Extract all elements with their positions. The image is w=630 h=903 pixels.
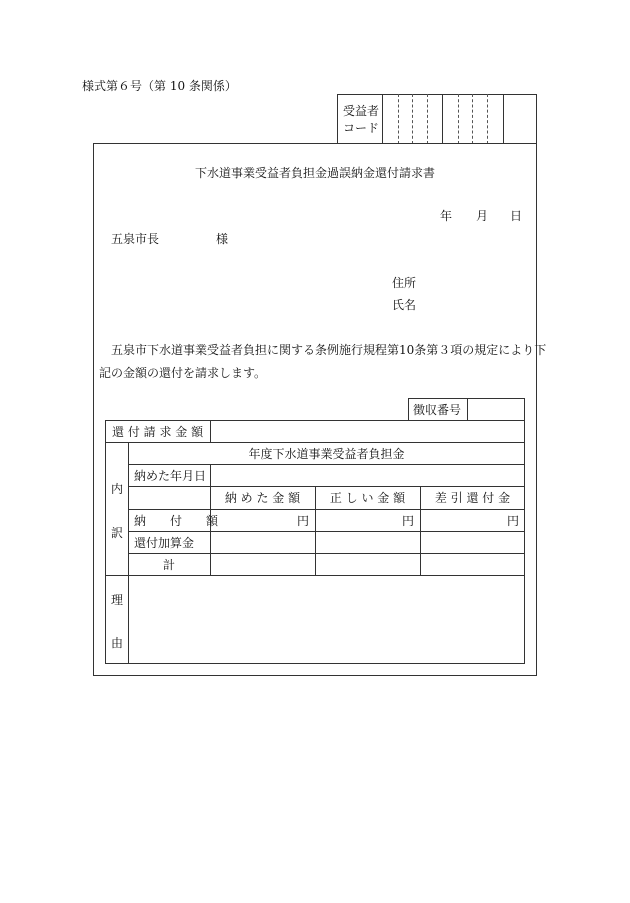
yen-unit-correct: 円 — [402, 514, 415, 528]
code-digit-sep — [458, 94, 459, 144]
address-label: 住所 — [392, 276, 417, 290]
table-hline — [128, 486, 525, 487]
code-divider — [382, 94, 383, 144]
payment-date-field[interactable] — [211, 465, 524, 486]
paid-amount-field[interactable] — [211, 510, 314, 531]
fiscal-year-header: 年度下水道事業受益者負担金 — [248, 447, 405, 461]
addressee-name: 五泉市長 — [111, 232, 160, 246]
table-hline — [105, 442, 525, 443]
yen-unit-paid: 円 — [297, 514, 310, 528]
code-label-line2: コード — [343, 121, 380, 135]
refund-amount-label: 還 付 請 求 金 額 — [112, 425, 204, 439]
row-label-refund-addition: 還付加算金 — [134, 536, 195, 550]
body-text-line1: 五泉市下水道事業受益者負担に関する条例施行規程第10条第３項の規定により下 — [111, 343, 547, 357]
row-label-paid-amount: 納 付 額 — [134, 514, 219, 528]
col-header-correct: 正 し い 金 額 — [329, 491, 406, 505]
total-refund-field[interactable] — [421, 554, 524, 575]
code-group-divider — [503, 94, 504, 144]
breakdown-label-top: 内 — [111, 482, 124, 496]
receipt-number-label: 徴収番号 — [413, 403, 462, 417]
refund-amount-field[interactable] — [211, 421, 524, 442]
document-title: 下水道事業受益者負担金過誤納金還付請求書 — [194, 166, 435, 180]
breakdown-label-bottom: 訳 — [111, 526, 124, 540]
refund-addition-refund-field[interactable] — [421, 532, 524, 553]
total-correct-field[interactable] — [316, 554, 419, 575]
code-digit-sep — [427, 94, 428, 144]
col-header-refund: 差 引 還 付 金 — [434, 491, 511, 505]
yen-unit-refund: 円 — [507, 514, 520, 528]
payment-date-label: 納めた年月日 — [134, 469, 207, 483]
col-header-paid: 納 め た 金 額 — [224, 491, 301, 505]
correct-amount-field[interactable] — [316, 510, 419, 531]
refund-addition-paid-field[interactable] — [211, 532, 314, 553]
date-month-label: 月 — [476, 209, 489, 223]
refund-amount-diff-field[interactable] — [421, 510, 524, 531]
code-digit-sep — [398, 94, 399, 144]
date-year-label: 年 — [440, 209, 453, 223]
name-label: 氏名 — [392, 298, 417, 312]
receipt-number-field[interactable] — [468, 399, 524, 420]
code-digit-sep — [487, 94, 488, 144]
refund-addition-correct-field[interactable] — [316, 532, 419, 553]
addressee-honorific: 様 — [216, 232, 229, 246]
reason-field[interactable] — [129, 576, 524, 663]
reason-label-top: 理 — [111, 593, 124, 607]
beneficiary-code-frame — [337, 94, 537, 144]
code-group-divider — [442, 94, 443, 144]
code-digit-sep — [412, 94, 413, 144]
code-digit-sep — [472, 94, 473, 144]
body-text-line2: 記の金額の還付を請求します。 — [99, 366, 267, 380]
reason-label-bottom: 由 — [111, 636, 124, 650]
form-number-label: 様式第６号（第 10 条関係） — [82, 79, 237, 93]
code-label-line1: 受益者 — [343, 104, 380, 118]
total-paid-field[interactable] — [211, 554, 314, 575]
row-label-total: 計 — [162, 558, 175, 572]
date-day-label: 日 — [510, 209, 523, 223]
